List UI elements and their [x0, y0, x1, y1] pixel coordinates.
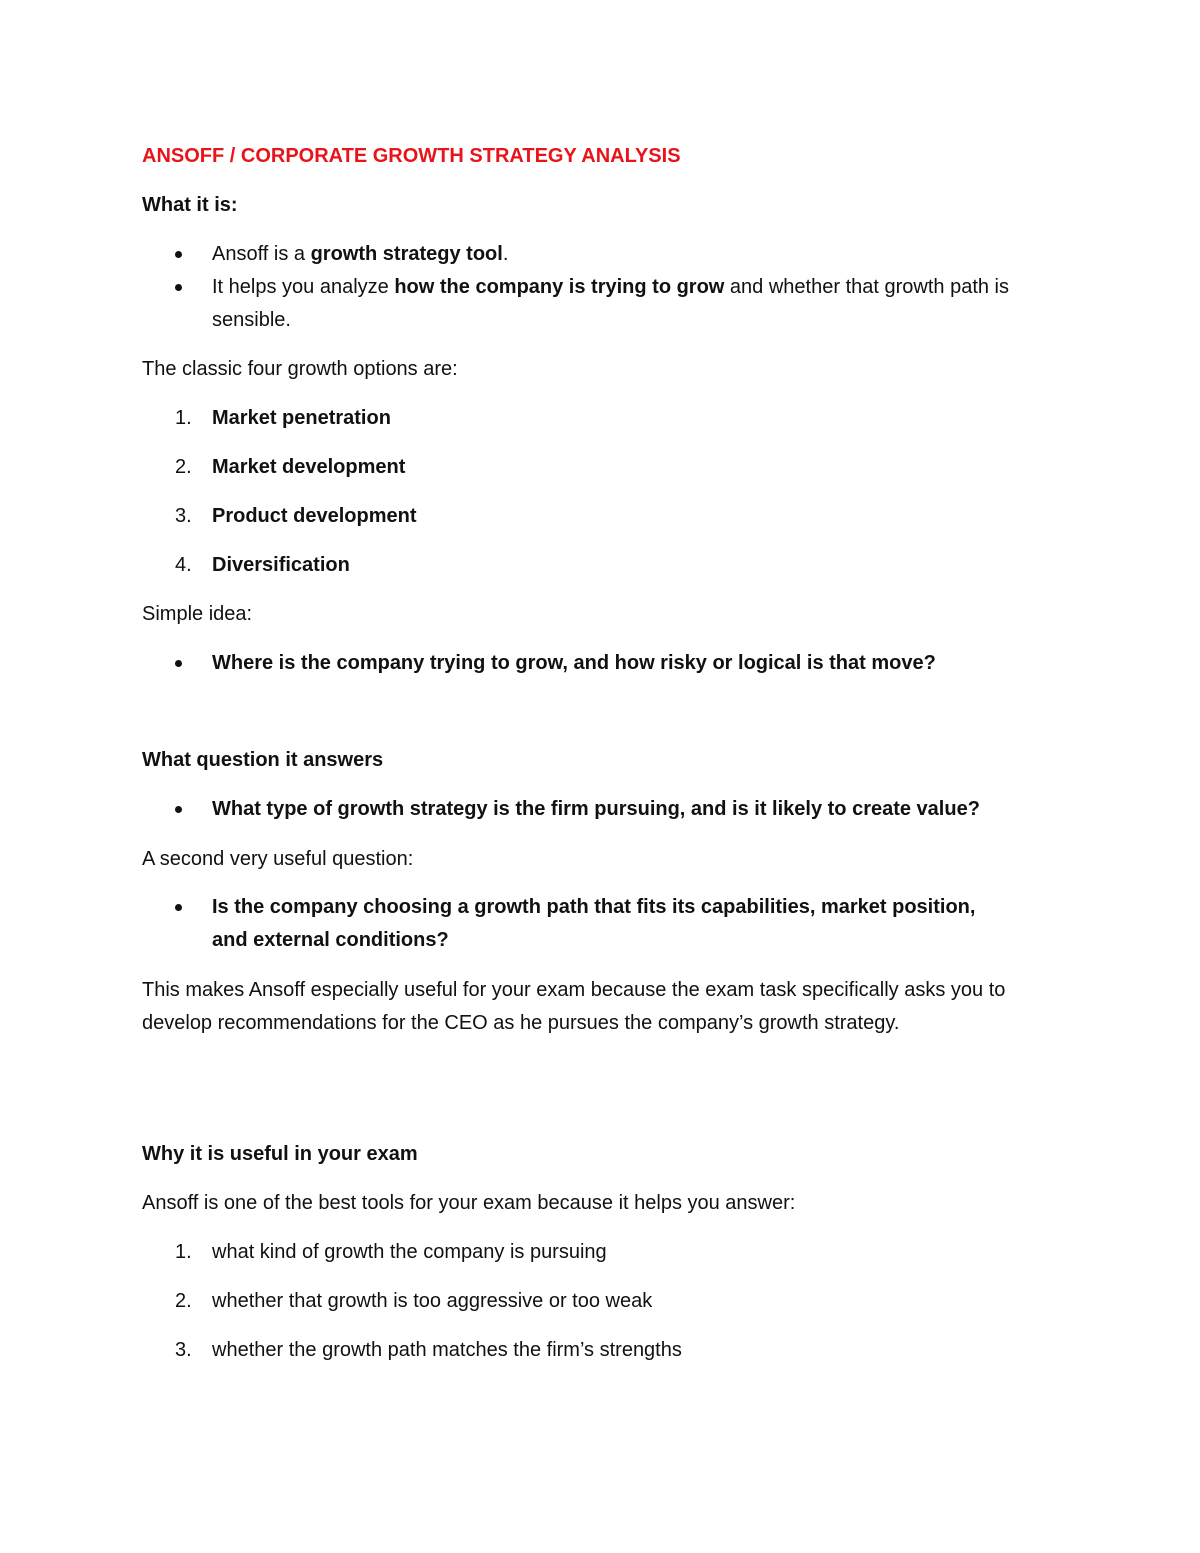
why-useful-intro: Ansoff is one of the best tools for your exam because it helps you answer: — [142, 1192, 796, 1214]
list-item: It helps you analyze how the company is trying to grow and whether that growth path is sensible. — [142, 271, 1042, 337]
list-item: Where is the company trying to grow, and how risky or logical is that move? — [142, 647, 1082, 680]
list-item: 2. whether that growth is too aggressive or too weak — [175, 1290, 653, 1312]
list-item: 1. what kind of growth the company is pursuing — [175, 1241, 607, 1263]
bullet-icon — [175, 251, 182, 258]
list-item: 3. Product development — [175, 505, 417, 527]
bullet-icon — [175, 806, 182, 813]
list-item: 2. Market development — [175, 456, 406, 478]
simple-idea-label: Simple idea: — [142, 603, 253, 625]
section-heading-why-useful: Why it is useful in your exam — [142, 1143, 418, 1165]
list-item: 3. whether the growth path matches the firm’s strengths — [175, 1339, 682, 1361]
list-item: What type of growth strategy is the firm pursuing, and is it likely to create value? — [142, 793, 1082, 826]
paragraph: This makes Ansoff especially useful for your exam because the exam task specifically asks you to develop recommendations for the CEO as he pursues the company’s growth strategy. — [142, 979, 1006, 1034]
list-item: Ansoff is a growth strategy tool. — [142, 238, 1082, 271]
section-heading-what-it-is: What it is: — [142, 194, 238, 216]
bullet-icon — [175, 284, 182, 291]
list-item: Is the company choosing a growth path that fits its capabilities, market position, and external conditions? — [142, 891, 1002, 957]
bullet-icon — [175, 660, 182, 667]
list-item: 1. Market penetration — [175, 407, 391, 429]
bullet-icon — [175, 904, 182, 911]
section-heading-question: What question it answers — [142, 749, 384, 771]
options-intro: The classic four growth options are: — [142, 358, 458, 380]
second-question-label: A second very useful question: — [142, 848, 414, 870]
document-title: ANSOFF / CORPORATE GROWTH STRATEGY ANALYSIS — [142, 145, 681, 167]
list-item: 4. Diversification — [175, 554, 350, 576]
